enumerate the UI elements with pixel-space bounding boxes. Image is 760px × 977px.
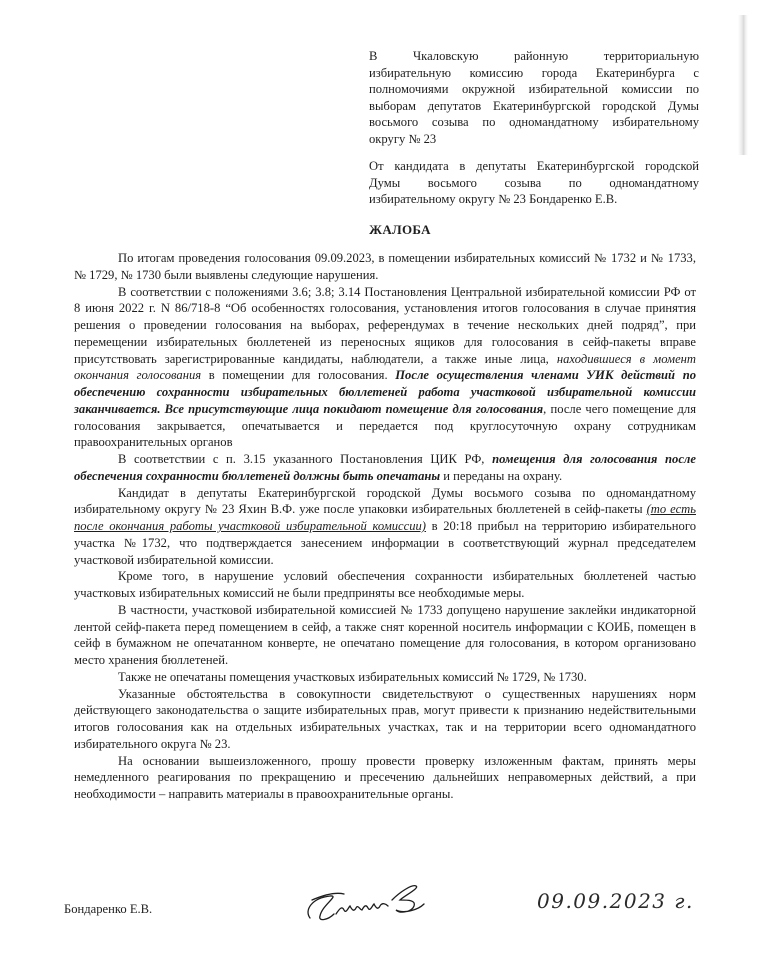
paragraph-safety-measures: Кроме того, в нарушение условий обеспечения сохранности избирательных бюллетеней частью участковых избирательных комиссий не были предприняты все необходимые меры. <box>74 569 696 600</box>
text-run: в 20:18 прибыл на территорию избирательного участка №1732, что подтверждается занесением информации в соответствующий журнал председателем участковой избирательной комиссии. <box>74 519 696 567</box>
addressee-line: В Чкаловскую районную территориальную <box>369 49 699 63</box>
addressee-line: восьмого созыва по одномандатному избирательному <box>369 115 699 130</box>
sender-line: Думы восьмого созыва по одномандатному <box>369 175 699 190</box>
paragraph-consequences: Указанные обстоятельства в совокупности свидетельствуют о существенных нарушениях норм действующего законодательства о защите избирательных прав, могут привести к признанию недействительными итогов голосования как на отдельных избирательных участках, так и на территории всего одномандатного избирательного округа № 23. <box>74 686 696 751</box>
text-run: и переданы на охрану. <box>440 468 563 483</box>
text-run: , после чего помещение для голосования закрывается, опечатывается и передается под круглосуточную охрану сотрудникам правоохранительных органов <box>74 401 696 450</box>
bold-italic-emphasis: помещения для голосования после обеспечения сохранности бюллетеней должны быть опечатаны <box>74 452 696 483</box>
addressee-line: округу № 23 <box>369 131 437 146</box>
underlined-italic-emphasis: (то есть после окончания работы участковой избирательной комиссии) <box>74 502 696 533</box>
addressee-line: полномочиями окружной избирательной комиссии по <box>369 82 699 97</box>
addressee-block <box>369 48 699 148</box>
handwritten-date-text: 09.09.2023 г. <box>537 889 694 913</box>
sender-block <box>369 158 699 208</box>
sender-line: От кандидата в депутаты Екатеринбургской городской <box>369 159 699 173</box>
addressee-line: выборам депутатов Екатеринбургской городской Думы <box>369 98 699 113</box>
addressee-line: избирательную комиссию города Екатеринбурга с <box>369 65 699 80</box>
paragraph-clause-3-15 <box>74 451 696 485</box>
italic-emphasis: находившиеся в момент окончания голосования <box>74 351 697 383</box>
scan-edge-artifact <box>738 15 748 155</box>
text-run: Кандидат в депутаты Екатеринбургской городской Думы восьмого созыва по одномандатному избирательному округу № 23 Яхин В.Ф. уже после упаковки избирательных бюллетеней в сейф-пакеты <box>74 485 696 517</box>
complaint-body <box>74 250 696 803</box>
handwritten-date <box>535 880 705 920</box>
bold-italic-emphasis: После осуществления членами УИК действий по обеспечению сохранности избирательных бюллетеней работа участковой избирательной комиссии заканчивается. Все присутствующие лица покидают помещение для голосования <box>74 368 696 416</box>
document-title: ЖАЛОБА <box>369 222 431 237</box>
text-run: В соответствии с п. 3.15 указанного Постановления ЦИК РФ, <box>118 452 493 466</box>
text-run: в помещении для голосования. <box>201 368 396 383</box>
text-run: В соответствии с положениями 3.6; 3.8; 3.14 Постановления Центральной избирательной комиссии РФ от 8 июня 2022 г. N 86/718-8 “Об особенностях голосования, установления итогов голосования в случае принятия решения о проведении голосования на выборах, референдумах в течение нескольких дней подряд”, при перемещении избирательных бюллетеней из переносных ящиков для голосования в сейф-пакеты вправе присутствовать зарегистрированные кандидаты, наблюдатели, а также иные лица, <box>74 284 696 366</box>
signer-name: Бондаренко Е.В. <box>64 902 153 916</box>
paragraph-commissions-1729-1730: Также не опечатаны помещения участковых избирательных комиссий № 1729, № 1730. <box>118 669 587 684</box>
handwritten-signature <box>300 870 440 930</box>
paragraph-violations-summary: По итогам проведения голосования 09.09.2023, в помещении избирательных комиссий № 1732 и № 1733, № 1729, № 1730 были выявлены следующие нарушения. <box>74 251 696 282</box>
paragraph-candidate-arrival <box>74 485 696 569</box>
sender-line: избирательному округу № 23 Бондаренко Е.В. <box>369 192 618 207</box>
paragraph-cec-regulations <box>74 284 696 452</box>
paragraph-commission-1733: В частности, участковой избирательной комиссией № 1733 допущено нарушение заклейки индикаторной лентой сейф-пакета перед помещением в сейф, а также снят коренной носитель информации с КОИБ, помещен в сейф в бумажном не опечатанном конверте, не опечатано помещение для голосования, в котором организовано место хранения бюллетеней. <box>74 602 696 667</box>
paragraph-request: На основании вышеизложенного, прошу провести проверку изложенным фактам, принять меры немедленного реагирования по прекращению и пресечению дальнейших неправомерных действий, а при необходимости – направить материалы в правоохранительные органы. <box>74 753 696 801</box>
